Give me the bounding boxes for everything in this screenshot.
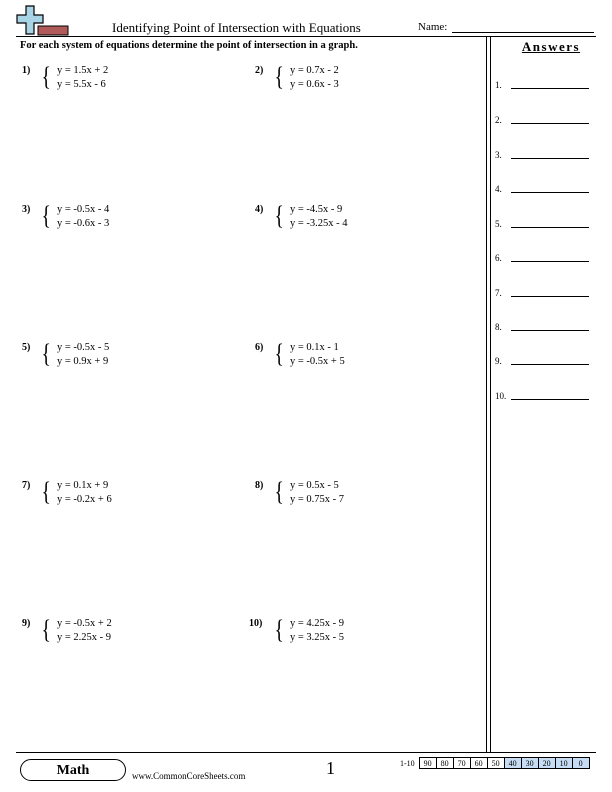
system-brace: { [274,615,284,644]
score-range-label: 1-10 [400,758,415,768]
answer-row [495,391,595,403]
equation-2: y = 2.25x - 9 [57,632,112,643]
problem-number: 6) [255,342,264,353]
answer-row [495,322,595,334]
equation-2: y = -0.5x + 5 [290,356,345,367]
answer-row [495,184,595,196]
answer-row [495,253,595,265]
equation-2: y = 0.75x - 7 [290,494,345,505]
answer-number: 5. [495,219,502,229]
equation-2: y = -0.6x - 3 [57,218,110,229]
score-cell: 80 [436,758,453,769]
equation-1: y = 0.1x + 9 [57,480,109,491]
answer-number: 4. [495,184,502,194]
equation-1: y = -0.5x - 4 [57,204,110,215]
score-cell: 20 [538,758,555,769]
score-cell: 0 [572,758,589,769]
score-cell: 30 [521,758,538,769]
problem-number: 7) [22,480,31,491]
instructions: For each system of equations determine the point of intersection in a graph. [20,40,358,51]
page-number: 1 [326,758,335,778]
problem-4 [255,201,455,244]
plus-and-minus-logo-icon [16,4,74,38]
equation-1: y = 0.7x - 2 [290,65,339,76]
footer-divider [16,752,596,753]
problem-2 [255,62,455,105]
answer-line[interactable] [511,227,589,228]
answers-divider-right [490,37,491,752]
equation-2: y = 0.9x + 9 [57,356,109,367]
answer-line[interactable] [511,261,589,262]
score-cell: 10 [555,758,572,769]
answer-row [495,80,595,92]
system-brace: { [41,62,51,91]
system-brace: { [41,615,51,644]
answer-row [495,219,595,231]
answer-line[interactable] [511,399,589,400]
problem-1 [22,62,222,105]
header-divider [16,36,596,37]
system-brace: { [274,339,284,368]
answers-divider-left [486,37,487,752]
answer-line[interactable] [511,123,589,124]
problem-7 [22,477,222,520]
equation-2: y = 3.25x - 5 [290,632,345,643]
equation-1: y = 0.1x - 1 [290,342,339,353]
equation-2: y = -3.25x - 4 [290,218,348,229]
problem-8 [255,477,455,520]
score-cell: 60 [470,758,487,769]
equation-2: y = 0.6x - 3 [290,79,339,90]
answer-row [495,356,595,368]
answer-number: 2. [495,115,502,125]
answer-number: 7. [495,288,502,298]
problem-number: 5) [22,342,31,353]
answer-row [495,150,595,162]
answer-row [495,288,595,300]
system-brace: { [41,339,51,368]
equation-1: y = -0.5x - 5 [57,342,110,353]
score-cell: 40 [504,758,521,769]
answer-line[interactable] [511,330,589,331]
system-brace: { [41,201,51,230]
score-table [398,757,590,769]
problem-3 [22,201,222,244]
system-brace: { [274,62,284,91]
score-cell: 90 [419,758,436,769]
equation-2: y = -0.2x + 6 [57,494,112,505]
equation-1: y = -4.5x - 9 [290,204,343,215]
problem-number: 4) [255,204,264,215]
name-label: Name: [418,21,448,33]
answer-number: 9. [495,356,502,366]
answer-row [495,115,595,127]
subject-badge: Math [20,759,126,781]
answer-number: 1. [495,80,502,90]
answer-line[interactable] [511,88,589,89]
answer-number: 8. [495,322,502,332]
score-cell: 70 [453,758,470,769]
name-field-line[interactable] [452,32,594,33]
website-link[interactable]: www.CommonCoreSheets.com [132,771,246,781]
equation-1: y = 1.5x + 2 [57,65,109,76]
answer-line[interactable] [511,158,589,159]
problem-number: 2) [255,65,264,76]
worksheet-title: Identifying Point of Intersection with Equations [112,20,361,35]
system-brace: { [41,477,51,506]
system-brace: { [274,477,284,506]
problem-number: 10) [249,618,263,629]
equation-1: y = 4.25x - 9 [290,618,345,629]
answers-heading: Answers [521,39,581,54]
answer-number: 6. [495,253,502,263]
answer-line[interactable] [511,364,589,365]
problem-6 [255,339,455,382]
problem-9 [22,615,222,658]
system-brace: { [274,201,284,230]
problem-number: 3) [22,204,31,215]
equation-1: y = 0.5x - 5 [290,480,339,491]
equation-1: y = -0.5x + 2 [57,618,112,629]
answer-line[interactable] [511,296,589,297]
answer-number: 3. [495,150,502,160]
problem-number: 8) [255,480,264,491]
problem-5 [22,339,222,382]
answer-line[interactable] [511,192,589,193]
answer-number: 10. [495,391,507,401]
score-cell: 50 [487,758,504,769]
problem-10 [249,615,449,658]
problem-number: 9) [22,618,31,629]
equation-2: y = 5.5x - 6 [57,79,106,90]
problem-number: 1) [22,65,31,76]
